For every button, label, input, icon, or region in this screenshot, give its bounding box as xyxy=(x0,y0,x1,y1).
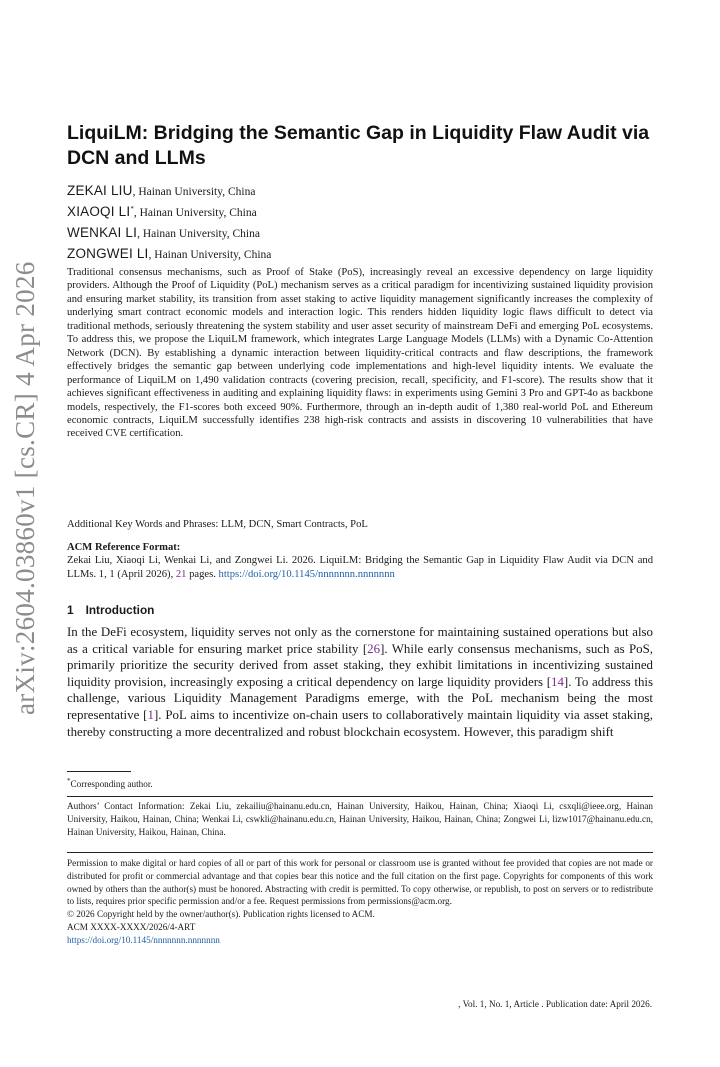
acm-reference-format xyxy=(67,541,653,581)
citation-link[interactable]: 14 xyxy=(551,674,564,689)
section-title: Introduction xyxy=(85,603,155,617)
author-entry xyxy=(67,181,653,202)
acm-number: ACM XXXX-XXXX/2026/4-ART xyxy=(67,921,196,932)
author-affiliation: , Hainan University, China xyxy=(132,186,256,198)
author-name: ZONGWEI LI xyxy=(67,246,149,261)
footnote-text: Corresponding author. xyxy=(70,779,153,789)
arxiv-identifier: arXiv:2604.03860v1 [cs.CR] 4 Apr 2026 xyxy=(10,261,40,715)
author-name: XIAOQI LI xyxy=(67,204,131,219)
author-entry xyxy=(67,223,653,244)
citation-link[interactable]: 1 xyxy=(147,707,154,722)
author-affiliation: , Hainan University, China xyxy=(133,207,257,219)
author-list xyxy=(67,181,653,265)
reference-pages-suffix: pages. xyxy=(186,568,219,580)
reference-format-heading: ACM Reference Format: xyxy=(67,542,181,553)
keywords: Additional Key Words and Phrases: LLM, DCN, Smart Contracts, PoL xyxy=(67,519,368,530)
abstract: Traditional consensus mechanisms, such as Proof of Stake (PoS), increasingly reveal an excessive dependency on large liquidity providers. Although the Proof of Liquidity (PoL) mechanism serves as a critical paradigm for incentivizing sustained liquidity provision and ensuring market stability, its transition from asset staking to active liquidity management significantly increases the complexity of underlying smart contract economic models and interaction logic. This renders hidden liquidity logic flaws difficult to detect via traditional methods, seriously threatening the system stability and user asset security of mainstream DeFi and emerging PoL ecosystems. To address this, we propose the LiquiLM framework, which integrates Large Language Models (LLMs) with a Dynamic Co-Attention Network (DCN). By establishing a dynamic interaction between liquidity-critical contracts and flaw descriptions, the framework effectively bridges the semantic gap between underlying code implementations and high-level liquidity intents. We evaluate the performance of LiquiLM on 1,490 validation contracts (covering precision, recall, specificity, and F1-score). The results show that it achieves significant effectiveness in auditing and explaining liquidity flaws: in experiments using Gemini 3 Pro and GPT-4o as backbone models, respectively, the F1-scores both exceed 90%. Furthermore, through an in-depth audit of 1,380 real-world PoL and Ethereum economic contracts, LiquiLM successfully identifies 238 high-risk contracts and assists in discovering 10 vulnerabilities that have received CVE certification. xyxy=(67,267,653,440)
section-heading xyxy=(67,603,653,617)
author-affiliation: , Hainan University, China xyxy=(148,249,272,261)
author-name: WENKAI LI xyxy=(67,225,138,240)
authors-contact-information: Authors’ Contact Information: Zekai Liu, zekailiu@hainanu.edu.cn, Hainan University, Haikou, Hainan, China; Xiaoqi Li, csxqli@ieee.org, Hainan University, Haikou, Hainan, China; Wenkai Li, cswkli@hainanu.edu.cn, Hainan University, Haikou, Hainan, China; Zongwei Li, lizw1017@hainanu.edu.cn, Hainan University, Haikou, Hainan, China. xyxy=(67,801,653,837)
contact-divider xyxy=(67,796,653,797)
intro-text: ]. While early consensus mechanisms, such as PoS, primarily prioritize the security derived from asset staking, they exhibit limitations in incentivizing sustained liquidity provision, increasingly exposing a critical dependency on large liquidity providers [ xyxy=(67,641,653,689)
intro-text: ]. To address this challenge, various Liquidity Management Paradigms emerge, with the PoL mechanism being the most representative [ xyxy=(67,674,653,722)
reference-format-text xyxy=(67,554,653,581)
permission-text: Permission to make digital or hard copies of all or part of this work for personal or classroom use is granted without fee provided that copies are not made or distributed for profit or commercial advantage and that copies bear this notice and the full citation on the first page. Copyrights for components of this work owned by others than the author(s) must be honored. Abstracting with credit is permitted. To copy otherwise, or republish, to post on servers or to redistribute to lists, requires prior specific permission and/or a fee. Request permissions from permissions@acm.org. xyxy=(67,858,653,907)
permission-notice xyxy=(67,857,653,947)
copyright-line: © 2026 Copyright held by the owner/author(s). Publication rights licensed to ACM. xyxy=(67,909,375,920)
author-entry xyxy=(67,202,653,223)
introduction-paragraph xyxy=(67,624,653,740)
author-name: ZEKAI LIU xyxy=(67,183,133,198)
reference-citation: Zekai Liu, Xiaoqi Li, Wenkai Li, and Zongwei Li. 2026. LiquiLM: Bridging the Semantic Gap in Liquidity Flaw Audit via DCN and LLMs. 1, 1 (April 2026), xyxy=(67,555,653,580)
page-footer: , Vol. 1, No. 1, Article . Publication date: April 2026. xyxy=(458,999,652,1009)
section-number: 1 xyxy=(67,603,74,617)
author-affiliation: , Hainan University, China xyxy=(137,228,260,240)
footnote-mark: * xyxy=(67,776,71,785)
paper-title: LiquiLM: Bridging the Semantic Gap in Liquidity Flaw Audit via DCN and LLMs xyxy=(67,122,650,169)
permission-divider xyxy=(67,852,653,853)
doi-link[interactable]: https://doi.org/10.1145/nnnnnnn.nnnnnnn xyxy=(218,568,395,580)
intro-text: ]. PoL aims to incentivize on-chain users to collaboratively maintain liquidity via asset staking, thereby constructing a more decentralized and robust blockchain ecosystem. However, this paradigm shift xyxy=(67,707,653,739)
page-count-link[interactable]: 21 xyxy=(175,568,187,580)
intro-text: In the DeFi ecosystem, liquidity serves not only as the cornerstone for maintaining sustained operations but also as a critical variable for ensuring market price stability [ xyxy=(67,625,653,656)
citation-link[interactable]: 26 xyxy=(367,641,381,656)
footnote xyxy=(67,778,653,790)
author-entry xyxy=(67,244,653,265)
footnote-rule xyxy=(67,771,131,772)
doi-link[interactable]: https://doi.org/10.1145/nnnnnnn.nnnnnnn xyxy=(67,934,220,945)
corresponding-author-mark: * xyxy=(130,205,134,214)
